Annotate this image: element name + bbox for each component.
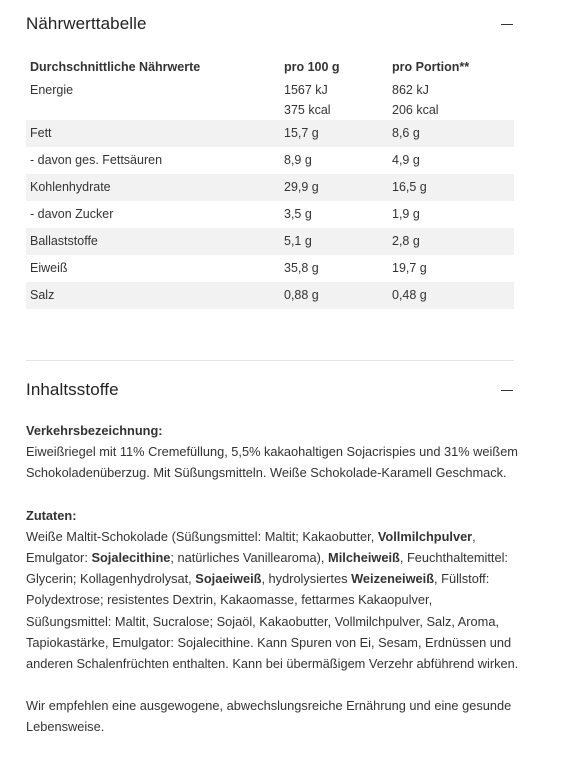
energy-kcal: 206 kcal bbox=[392, 103, 439, 117]
energy-per-100g bbox=[280, 80, 388, 120]
header-per-portion: pro Portion** bbox=[392, 60, 470, 74]
row-per-portion: 16,5 g bbox=[388, 174, 514, 201]
row-per-100g: 0,88 g bbox=[280, 282, 388, 309]
row-per-100g: 35,8 g bbox=[284, 261, 319, 275]
energy-kj: 1567 kJ bbox=[284, 83, 328, 97]
row-per-100g: 29,9 g bbox=[280, 174, 388, 201]
table-row bbox=[26, 228, 514, 255]
row-per-100g: 15,7 g bbox=[280, 120, 388, 147]
minus-icon[interactable] bbox=[500, 383, 514, 397]
ingredients-header[interactable] bbox=[26, 380, 514, 400]
zutaten-segment: ; natürliches Vanillearoma), bbox=[170, 550, 329, 566]
designation-label: Verkehrsbezeichnung: bbox=[26, 423, 163, 438]
row-per-portion: 19,7 g bbox=[392, 261, 427, 275]
zutaten-segment: , hydrolysiertes bbox=[261, 571, 352, 587]
zutaten-text bbox=[26, 526, 520, 674]
zutaten-segment: , Feuchthaltemittel: Glycerin; Kollagenhydrolysat, bbox=[26, 550, 508, 587]
ingredients-content bbox=[26, 420, 520, 738]
table-row bbox=[26, 255, 514, 282]
row-per-portion: 8,6 g bbox=[388, 120, 514, 147]
section-divider bbox=[26, 360, 514, 361]
nutrition-header[interactable] bbox=[26, 14, 514, 34]
table-row bbox=[26, 201, 514, 228]
table-row bbox=[26, 120, 514, 147]
row-label: Kohlenhydrate bbox=[26, 174, 280, 201]
allergen-highlight: Vollmilchpulver bbox=[377, 528, 473, 544]
row-label: Fett bbox=[26, 120, 280, 147]
table-row bbox=[26, 174, 514, 201]
row-label: Energie bbox=[30, 83, 74, 97]
row-label: - davon Zucker bbox=[30, 207, 114, 221]
allergen-highlight: Sojalecithine bbox=[91, 550, 171, 566]
ingredients-title: Inhaltsstoffe bbox=[26, 380, 119, 399]
designation-text: Eiweißriegel mit 11% Cremefüllung, 5,5% kakaohaltigen Sojacrispies und 31% weißem Schokoladenüberzug. Mit Süßungsmitteln. Weiße Schokolade-Karamell Geschmack. bbox=[26, 444, 518, 481]
header-nutrient: Durchschnittliche Nährwerte bbox=[30, 60, 201, 74]
allergen-highlight: Milcheiweiß bbox=[328, 550, 400, 566]
table-header-row bbox=[26, 54, 514, 80]
row-per-portion: 0,48 g bbox=[388, 282, 514, 309]
row-label: Salz bbox=[26, 282, 280, 309]
zutaten-segment: , Füllstoff: Polydextrose; resistentes Dextrin, Kakaomasse, fettarmes Kakaopulver, Süßungsmittel: Maltit, Sucralose; Sojaöl, Kakaobutter, Vollmilchpulver, Salz, Aroma, Tapiokastärke, Emulgator: Sojalecithine. Kann Spuren von Ei, Sesam, Erdnüssen und anderen Schalenfrüchten enthalten. Kann bei übermäßigem Verzehr abführend wirken. bbox=[26, 571, 519, 672]
minus-icon[interactable] bbox=[500, 17, 514, 31]
row-per-portion: 1,9 g bbox=[392, 207, 420, 221]
row-per-100g: 5,1 g bbox=[280, 228, 388, 255]
row-per-portion: 2,8 g bbox=[388, 228, 514, 255]
energy-kj: 862 kJ bbox=[392, 83, 429, 97]
allergen-highlight: Sojaeiweiß bbox=[195, 571, 262, 587]
zutaten-label: Zutaten: bbox=[26, 507, 77, 523]
header-per-100g: pro 100 g bbox=[284, 60, 340, 74]
table-row bbox=[26, 147, 514, 174]
row-label: Eiweiß bbox=[30, 261, 68, 275]
table-row bbox=[26, 282, 514, 309]
table-row bbox=[26, 80, 514, 120]
recommendation-text: Wir empfehlen eine ausgewogene, abwechslungsreiche Ernährung und eine gesunde Lebensweise. bbox=[26, 698, 512, 735]
energy-per-portion bbox=[388, 80, 514, 120]
zutaten-segment: , Emulgator: bbox=[26, 528, 476, 566]
zutaten-segment: Weiße Maltit-Schokolade (Süßungsmittel: Maltit; Kakaobutter, bbox=[26, 528, 378, 544]
nutrition-title: Nährwerttabelle bbox=[26, 14, 147, 33]
nutrition-table bbox=[26, 54, 514, 309]
row-label: - davon ges. Fettsäuren bbox=[30, 153, 163, 167]
energy-kcal: 375 kcal bbox=[284, 103, 331, 117]
row-label: Ballaststoffe bbox=[26, 228, 280, 255]
row-per-portion: 4,9 g bbox=[392, 153, 420, 167]
row-per-100g: 8,9 g bbox=[284, 153, 312, 167]
row-per-100g: 3,5 g bbox=[284, 207, 312, 221]
allergen-highlight: Weizeneiweiß bbox=[351, 571, 435, 587]
